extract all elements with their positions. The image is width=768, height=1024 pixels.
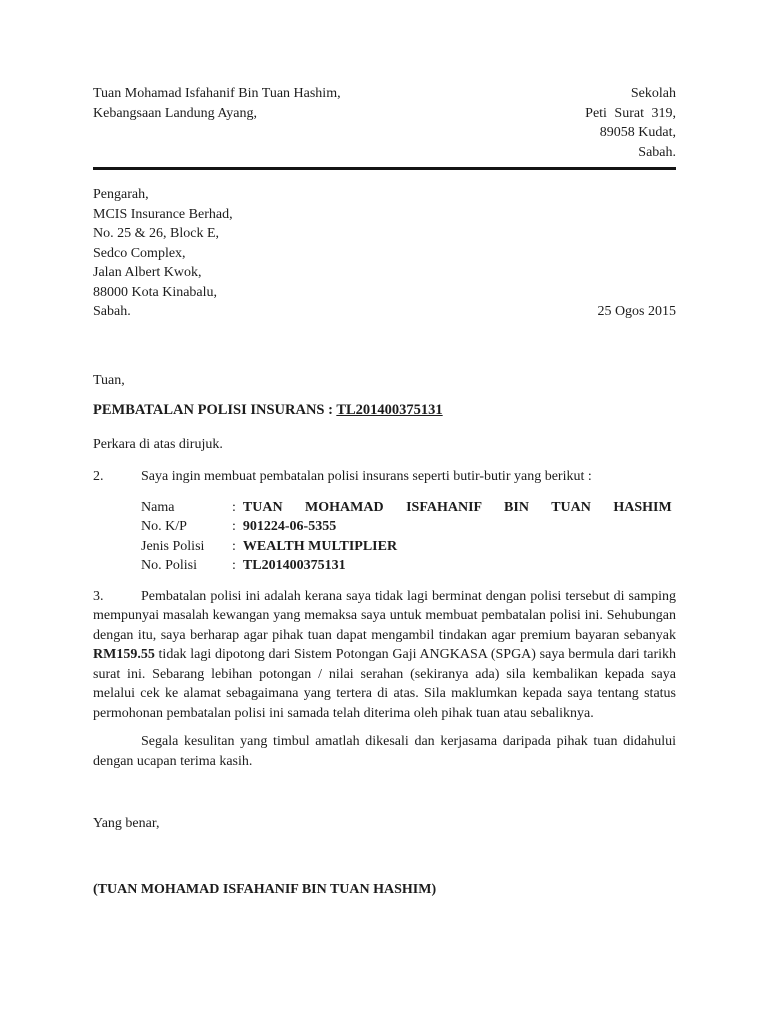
- detail-row-no-polisi: [141, 556, 676, 576]
- detail-row-kp: [141, 517, 676, 537]
- detail-value-name: TUAN MOHAMAD ISFAHANIF BIN TUAN HASHIM: [242, 499, 672, 515]
- recipient-last-row: [93, 302, 676, 322]
- recipient-line: Jalan Albert Kwok,: [93, 265, 202, 280]
- paragraph-2: [93, 467, 676, 487]
- recipient-line: 88000 Kota Kinabalu,: [93, 284, 218, 300]
- detail-colon: :: [232, 538, 236, 554]
- sender-state: Sabah.: [638, 144, 676, 160]
- detail-row-nama: [141, 498, 676, 518]
- detail-label: Jenis Polisi: [141, 538, 205, 554]
- sender-school-word: Sekolah: [630, 86, 676, 101]
- detail-label: No. K/P: [141, 519, 187, 534]
- letter-date: 25 Ogos 2015: [597, 304, 676, 319]
- recipient-line: Pengarah,: [93, 187, 149, 202]
- detail-row-jenis-polisi: [141, 537, 676, 557]
- policy-details: [141, 498, 676, 576]
- detail-label: No. Polisi: [141, 558, 198, 573]
- paragraph-3: [93, 587, 676, 724]
- paragraph-3-text-part1: Pembatalan polisi ini adalah kerana saya tidak lagi berminat dengan polisi tersebut di samping mempunyai masalah kewangan yang memaksa saya untuk membuat pembatalan polisi ini. Sehubungan dengan itu, saya berharap agar pihak tuan dapat mengambil tindakan agar premium bayaran sebanyak: [93, 588, 676, 643]
- signoff-text: Yang benar,: [93, 816, 160, 831]
- recipient-block: [93, 185, 676, 322]
- paragraph-2-number: 2.: [93, 469, 104, 484]
- detail-value-policy-number: TL201400375131: [242, 558, 346, 573]
- premium-amount: RM159.55: [93, 647, 155, 662]
- detail-colon: :: [232, 558, 236, 573]
- detail-colon: :: [232, 499, 236, 515]
- detail-colon: :: [232, 519, 236, 534]
- paragraph-2-text: Saya ingin membuat pembatalan polisi insurans seperti butir-butir yang berikut :: [141, 469, 592, 484]
- subject-label: PEMBATALAN POLISI INSURANS :: [93, 402, 337, 418]
- paragraph-3-text-part2: tidak lagi dipotong dari Sistem Potongan Gaji ANGKASA (SPGA) saya bermula dari tarikh surat ini. Sebarang lebihan potongan / nilai serahan (sekiranya ada) sila kembalikan kepada saya melalui cek ke alamat sebagaimana yang tertera di atas. Sila maklumkan kepada saya tentang status permohonan pembatalan polisi ini samada telah diterima oleh pihak tuan atau sebaliknya.: [93, 647, 676, 721]
- sender-school-name: Kebangsaan Landung Ayang,: [93, 105, 257, 121]
- sender-block: [93, 84, 676, 162]
- subject-policy-number: TL201400375131: [336, 402, 443, 418]
- recipient-line: Sedco Complex,: [93, 245, 186, 261]
- sender-row-1: [93, 84, 676, 104]
- divider-rule: [93, 167, 676, 170]
- recipient-line: No. 25 & 26, Block E,: [93, 226, 219, 241]
- detail-value-ic-number: 901224-06-5355: [242, 519, 337, 534]
- paragraph-3-number: 3.: [93, 588, 104, 604]
- detail-value-policy-type: WEALTH MULTIPLIER: [242, 538, 398, 554]
- subject-line: [93, 401, 676, 421]
- closing-paragraph: Segala kesulitan yang timbul amatlah dikesali dan kerjasama daripada pihak tuan didahului dengan ucapan terima kasih.: [93, 734, 676, 769]
- detail-label: Nama: [141, 499, 175, 515]
- sender-name: Tuan Mohamad Isfahanif Bin Tuan Hashim,: [93, 86, 341, 101]
- salutation-text: Tuan,: [93, 372, 125, 388]
- sender-po-box: Peti Surat 319,: [585, 105, 676, 121]
- recipient-line: MCIS Insurance Berhad,: [93, 206, 233, 222]
- reference-text: Perkara di atas dirujuk.: [93, 436, 223, 452]
- sender-row-2: [93, 104, 676, 124]
- recipient-state: Sabah.: [93, 304, 131, 319]
- sender-postcode: 89058 Kudat,: [599, 125, 676, 140]
- signature-name: (TUAN MOHAMAD ISFAHANIF BIN TUAN HASHIM): [93, 881, 437, 897]
